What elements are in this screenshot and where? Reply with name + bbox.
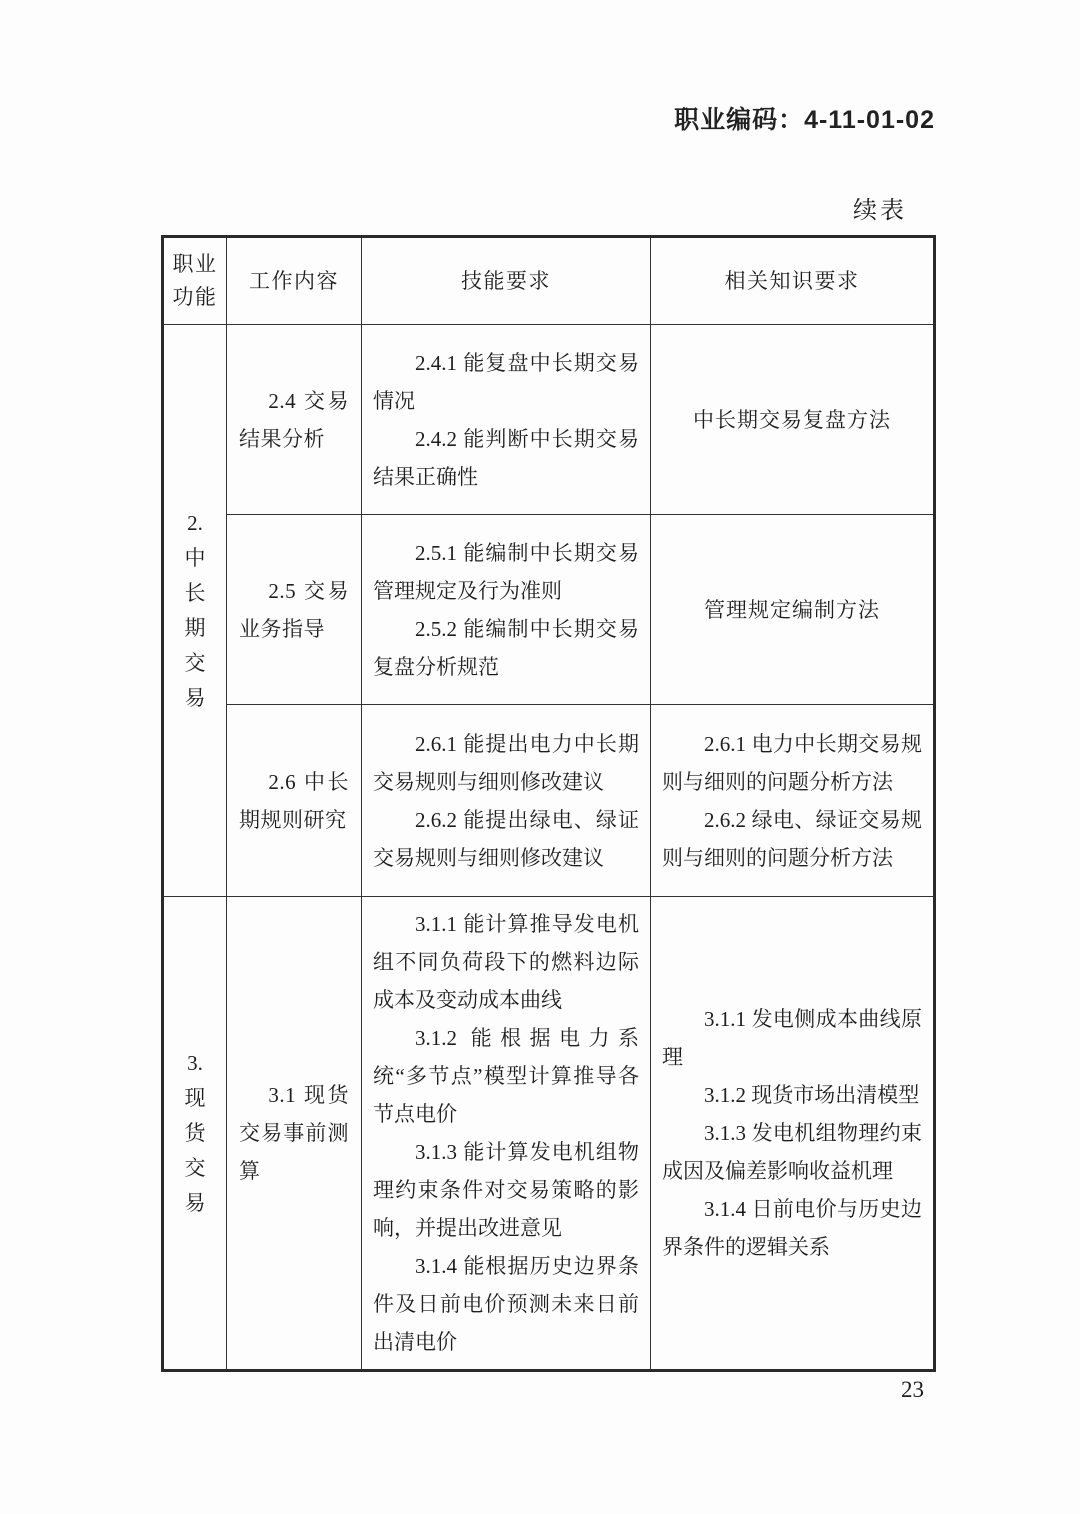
knowledge-cell: [651, 897, 935, 1371]
skill-cell: [362, 705, 651, 897]
table-row: [163, 515, 935, 705]
continued-table-label: 续表: [853, 198, 907, 224]
knowledge-item: 管理规定编制方法: [704, 597, 880, 622]
skill-item: 3.1.1 能计算推导发电机组不同负荷段下的燃料边际成本及变动成本曲线: [373, 912, 639, 1012]
vertical-function-label: 3. 现货交易: [184, 1050, 206, 1215]
page-number: 23: [901, 1377, 924, 1402]
skill-item: 3.1.2 能根据电力系统“多节点”模型计算推导各节点电价: [373, 1026, 639, 1126]
skill-item: 2.5.2 能编制中长期交易复盘分析规范: [373, 616, 639, 679]
occupation-code-label: 职业编码：4-11-01-02: [674, 106, 935, 134]
work-cell: [227, 515, 362, 705]
skill-item: 2.6.2 能提出绿电、绿证交易规则与细则修改建议: [373, 807, 639, 870]
work-item: 3.1 现货交易事前测算: [239, 1083, 349, 1183]
vertical-function-label: 2. 中长期交易: [184, 510, 206, 710]
knowledge-item: 3.1.2 现货市场出清模型: [704, 1083, 920, 1107]
col-header-work: 工作内容: [227, 237, 362, 325]
work-cell: [227, 897, 362, 1371]
skill-cell: [362, 325, 651, 515]
knowledge-item: 3.1.1 发电侧成本曲线原理: [662, 1007, 922, 1069]
work-item: 2.4 交易结果分析: [239, 388, 349, 451]
skill-item: 2.4.2 能判断中长期交易结果正确性: [373, 426, 639, 489]
table-header-row: [163, 237, 935, 325]
skill-item: 3.1.4 能根据历史边界条件及日前电价预测未来日前出清电价: [373, 1254, 639, 1354]
table-row: [163, 325, 935, 515]
work-item: 2.6 中长期规则研究: [239, 769, 349, 832]
function-cell-midlong-term-trading: [163, 325, 227, 897]
skill-cell: [362, 897, 651, 1371]
occupational-standard-table: [161, 235, 936, 1372]
skill-item: 2.4.1 能复盘中长期交易情况: [373, 350, 639, 413]
table-row: [163, 897, 935, 1371]
knowledge-cell: [651, 515, 935, 705]
col-header-function: 职业功能: [163, 237, 227, 325]
knowledge-item: 3.1.4 日前电价与历史边界条件的逻辑关系: [662, 1197, 922, 1259]
skill-item: 2.5.1 能编制中长期交易管理规定及行为准则: [373, 540, 639, 603]
work-item: 2.5 交易业务指导: [239, 578, 349, 641]
col-header-skill: 技能要求: [362, 237, 651, 325]
skill-item: 2.6.1 能提出电力中长期交易规则与细则修改建议: [373, 731, 639, 794]
work-cell: [227, 325, 362, 515]
knowledge-item: 2.6.2 绿电、绿证交易规则与细则的问题分析方法: [662, 807, 922, 870]
col-header-knowledge: 相关知识要求: [651, 237, 935, 325]
skill-cell: [362, 515, 651, 705]
table-row: [163, 705, 935, 897]
knowledge-cell: [651, 325, 935, 515]
function-cell-spot-trading: [163, 897, 227, 1371]
knowledge-cell: [651, 705, 935, 897]
knowledge-item: 中长期交易复盘方法: [693, 407, 891, 432]
knowledge-item: 2.6.1 电力中长期交易规则与细则的问题分析方法: [662, 731, 922, 794]
work-cell: [227, 705, 362, 897]
skill-item: 3.1.3 能计算发电机组物理约束条件对交易策略的影响，并提出改进意见: [373, 1140, 639, 1240]
knowledge-item: 3.1.3 发电机组物理约束成因及偏差影响收益机理: [662, 1121, 922, 1183]
